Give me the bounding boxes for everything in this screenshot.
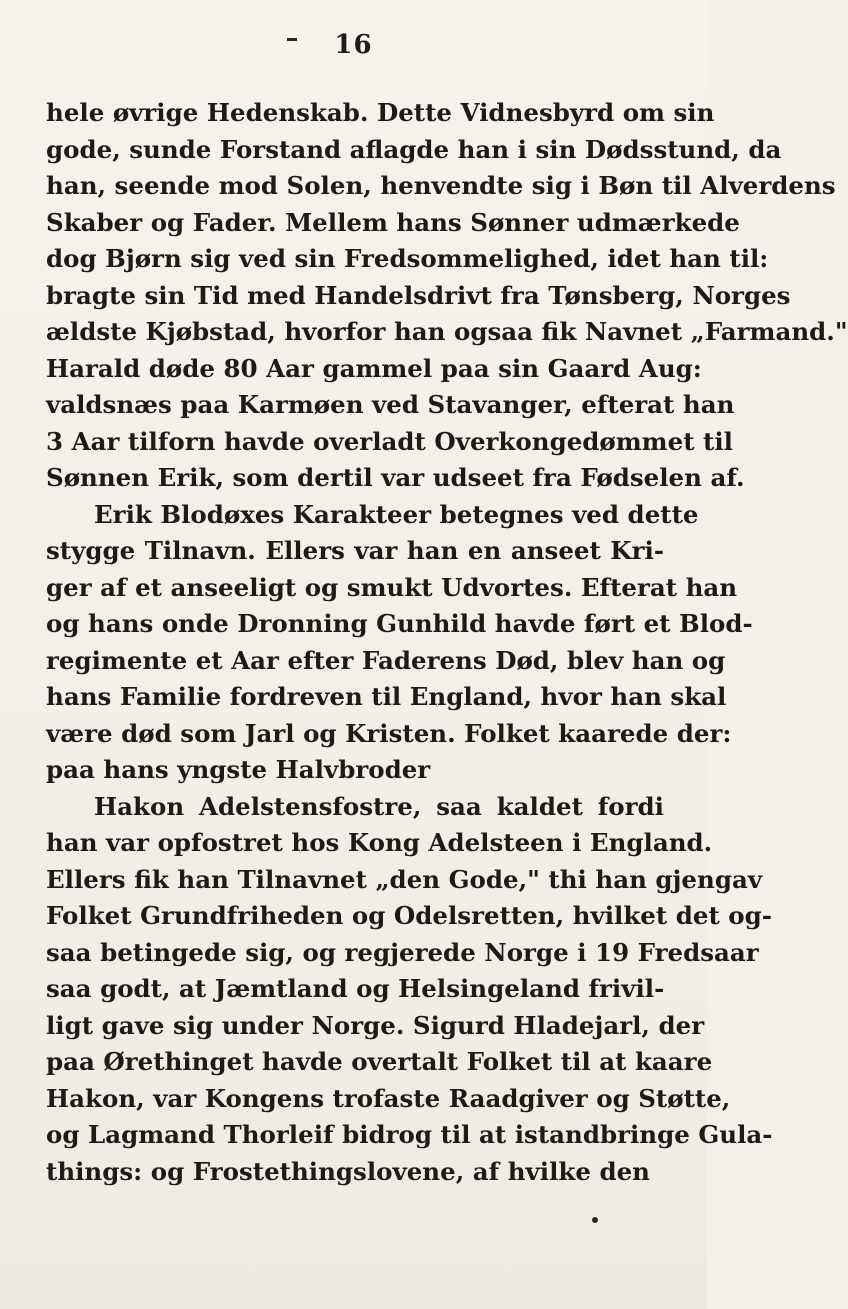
text-line-3: han, seende mod Solen, henvendte sig i Bøn til Alverdens — [46, 171, 836, 200]
text-line-16: regimente et Aar efter Faderens Død, blev han og — [46, 645, 726, 675]
text-line-11: Sønnen Erik, som dertil var udseet fra Fødselen af. — [46, 463, 745, 492]
text-line-26: ligt gave sig under Norge. Sigurd Hladejarl, der — [46, 1010, 705, 1040]
text-line-2: gode, sunde Forstand aflagde han i sin Dødsstund, da — [46, 134, 782, 164]
text-line-9: valdsnæs paa Karmøen ved Stavanger, efterat han — [46, 390, 735, 419]
text-line-28: Hakon, var Kongens trofaste Raadgiver og Støtte, — [46, 1083, 731, 1113]
text-line-8: Harald døde 80 Aar gammel paa sin Gaard Aug: — [46, 353, 702, 383]
text-line-22: Ellers fik han Tilnavnet „den Gode," thi han gjengav — [46, 864, 763, 894]
body-text — [46, 95, 848, 1190]
ink-spot — [592, 1217, 598, 1223]
text-line-18: være død som Jarl og Kristen. Folket kaarede der: — [46, 718, 732, 748]
text-line-30: things: og Frostethingslovene, af hvilke den — [46, 1156, 650, 1186]
text-line-1: hele øvrige Hedenskab. Dette Vidnesbyrd om sin — [46, 98, 715, 127]
text-line-20: Hakon Adelstensfostre, saa kaldet fordi — [94, 791, 664, 821]
text-line-24: saa betingede sig, og regjerede Norge i 19 Fredsaar — [46, 937, 759, 967]
text-line-25: saa godt, at Jæmtland og Helsingeland frivil- — [46, 974, 665, 1003]
text-line-13: styggе Tilnavn. Ellers var han en anseet Kri- — [46, 536, 664, 565]
page-number: 16 — [334, 30, 373, 60]
text-line-12: Erik Blodøxes Karakteer betegnes ved dette — [94, 499, 699, 529]
text-line-10: 3 Aar tilforn havde overladt Overkongedømmet til — [46, 426, 733, 456]
text-line-14: ger af et anseeligt og smukt Udvortes. Efterat han — [46, 572, 738, 602]
text-line-7: ældste Kjøbstad, hvorfor han ogsaa fik Navnet „Farmand." — [46, 317, 848, 346]
text-line-21: han var opfostret hos Kong Adelsteen i England. — [46, 828, 713, 857]
text-line-15: og hans onde Dronning Gunhild havde ført et Blod- — [46, 609, 753, 638]
text-line-17: hans Familie fordreven til England, hvor han skal — [46, 682, 727, 711]
text-line-29: og Lagmand Thorleif bidrog til at istandbringe Gula- — [46, 1120, 773, 1149]
text-line-6: bragte sin Tid med Handelsdrivt fra Tønsberg, Norges — [46, 280, 791, 310]
text-line-27: paa Ørethinget havde overtalt Folket til at kaare — [46, 1047, 713, 1076]
text-line-23: Folket Grundfriheden og Odelsretten, hvilket det og- — [46, 901, 772, 930]
text-line-5: dog Bjørn sig ved sin Fredsommelighed, idet han til: — [46, 244, 769, 273]
text-line-19: paa hans yngste Halvbroder — [46, 755, 431, 784]
text-line-4: Skaber og Fader. Mellem hans Sønner udmærkede — [46, 207, 740, 237]
